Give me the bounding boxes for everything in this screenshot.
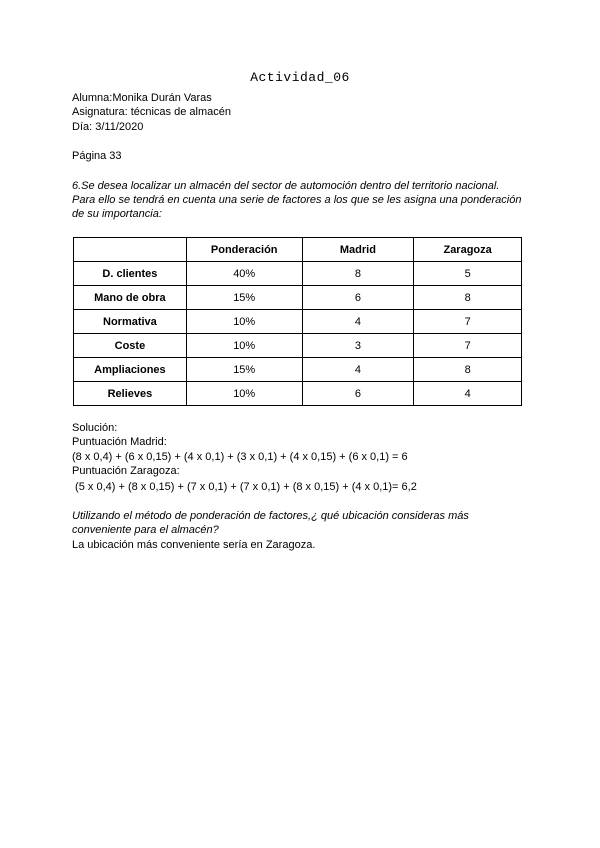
zaragoza-score: 4 [414,382,522,406]
answer: La ubicación más conveniente sería en Zaragoza. [72,539,316,551]
madrid-score: 6 [302,382,414,406]
factor-weight: 10% [186,382,302,406]
zaragoza-score: 8 [414,358,522,382]
table-row [74,382,522,406]
document-title: Actividad_06 [250,70,350,85]
factor-name: Normativa [74,310,187,334]
problem-line-1: 6.Se desea localizar un almacén del sector de automoción dentro del territorio nacional. [72,180,500,192]
date: Día: 3/11/2020 [72,121,144,133]
question-line-1: Utilizando el método de ponderación de factores,¿ qué ubicación consideras más [72,510,469,522]
problem-line-3: de su importancia: [72,208,162,220]
madrid-score: 4 [302,358,414,382]
zaragoza-score: 8 [414,286,522,310]
zaragoza-formula: (5 x 0,4) + (8 x 0,15) + (7 x 0,1) + (7 x 0,1) + (8 x 0,15) + (4 x 0,1)= 6,2 [72,481,417,493]
factor-weight: 10% [186,334,302,358]
zaragoza-score: 7 [414,334,522,358]
table-row [74,358,522,382]
factor-name: D. clientes [74,262,187,286]
table-header-row [74,238,522,262]
factor-weight: 40% [186,262,302,286]
madrid-score: 8 [302,262,414,286]
madrid-formula: (8 x 0,4) + (6 x 0,15) + (4 x 0,1) + (3 x 0,1) + (4 x 0,15) + (6 x 0,1) = 6 [72,451,408,463]
header-zaragoza: Zaragoza [414,238,522,262]
madrid-score: 6 [302,286,414,310]
page-number: Página 33 [72,150,122,162]
factor-name: Relieves [74,382,187,406]
factor-table [73,237,522,406]
madrid-score: 3 [302,334,414,358]
solution-label: Solución: [72,422,118,434]
header-empty [74,238,187,262]
question-line-2: conveniente para el almacén? [72,524,219,536]
zaragoza-score-label: Puntuación Zaragoza: [72,465,180,477]
factor-weight: 15% [186,286,302,310]
table-row [74,310,522,334]
problem-line-2: Para ello se tendrá en cuenta una serie de factores a los que se les asigna una ponderación [72,194,522,206]
factor-name: Coste [74,334,187,358]
student-name: Alumna:Monika Durán Varas [72,92,212,104]
table-row [74,262,522,286]
madrid-score-label: Puntuación Madrid: [72,436,167,448]
zaragoza-score: 5 [414,262,522,286]
factor-weight: 10% [186,310,302,334]
table-row [74,334,522,358]
header-madrid: Madrid [302,238,414,262]
factor-weight: 15% [186,358,302,382]
madrid-score: 4 [302,310,414,334]
subject: Asignatura: técnicas de almacén [72,106,231,118]
zaragoza-score: 7 [414,310,522,334]
factor-name: Mano de obra [74,286,187,310]
factor-name: Ampliaciones [74,358,187,382]
header-weight: Ponderación [186,238,302,262]
table-row [74,286,522,310]
